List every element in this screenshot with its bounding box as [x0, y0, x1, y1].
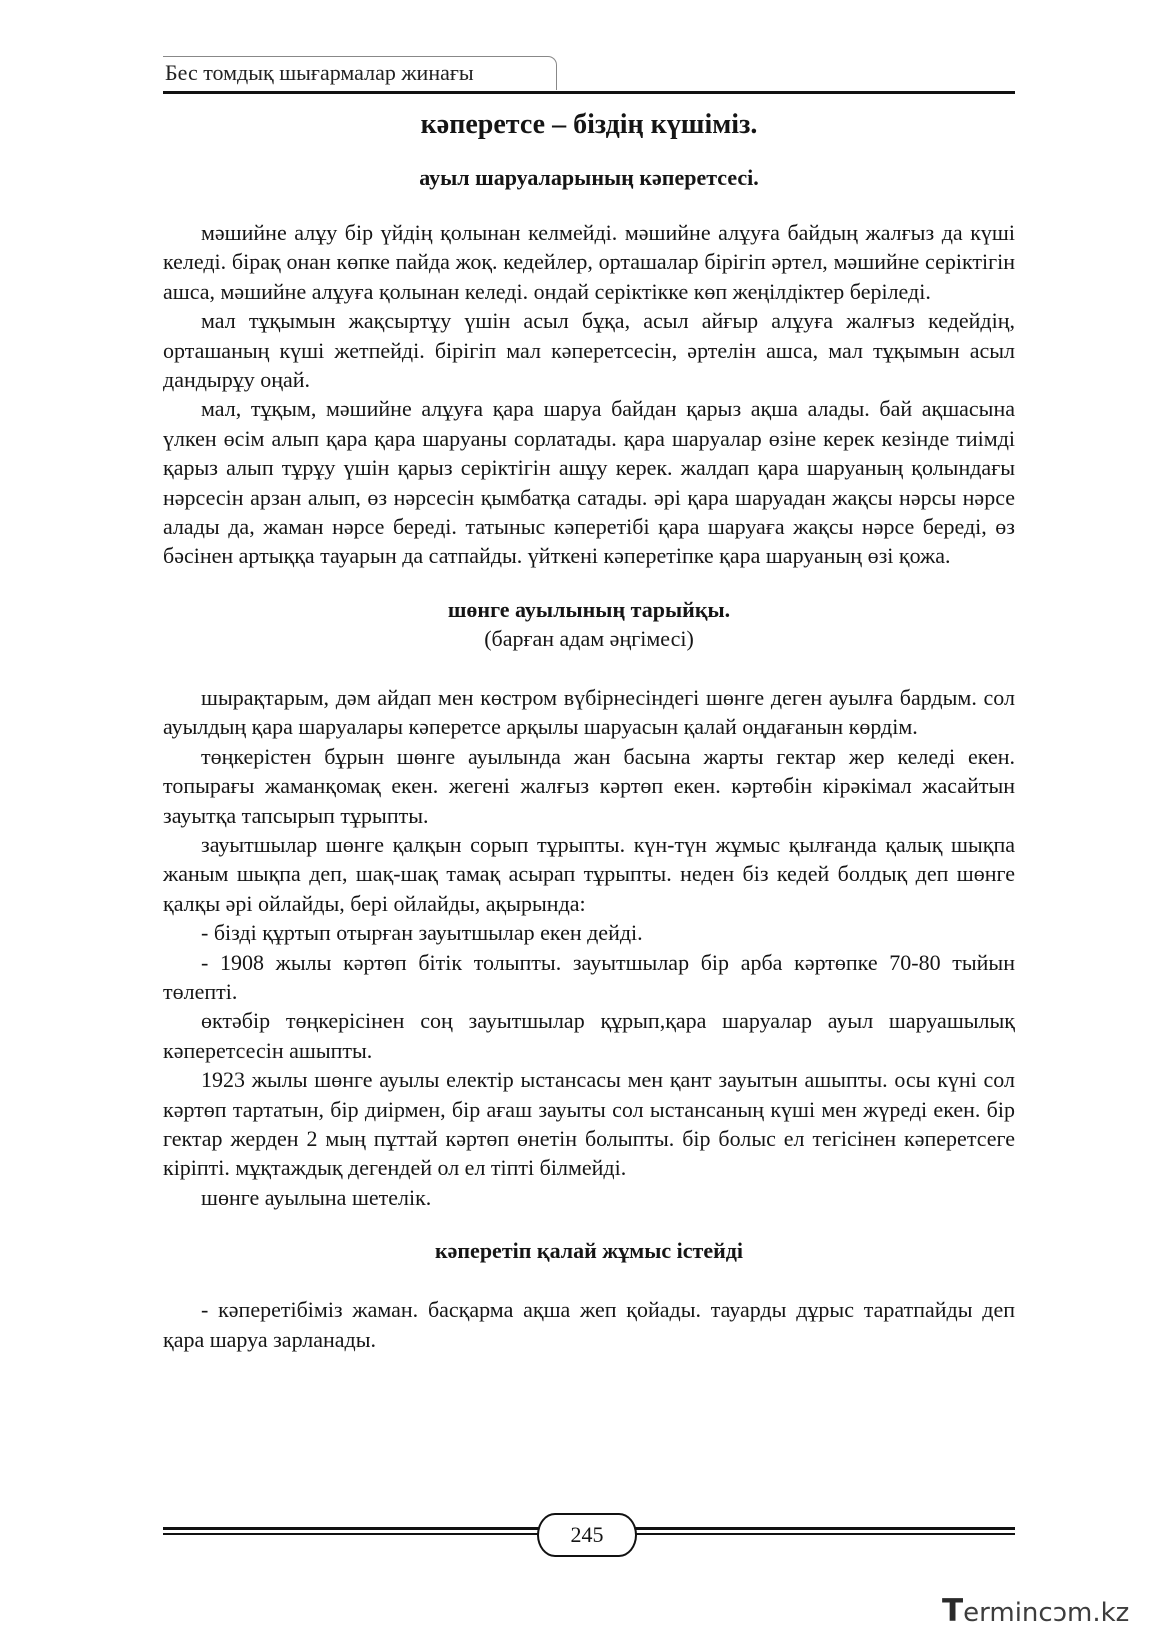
paragraph: мал, тұқым, мәшийне алұуға қара шаруа байдан қарыз ақша алады. бай ақшасына үлкен өсім алып қара қара шаруаны сорлатады. қара шаруалар өзіне керек кезінде тиімді қарыз алып тұрұу үшін қарыз серіктігін ашұу керек. жалдап қара шаруаның қолындағы нәрсесін арзан алып, өз нәрсесін қымбатқа сатады. әрі қара шаруадан жақсы нәрсы нәрсе алады да, жаман нәрсе береді. татыныс кәперетібі қара шаруаға жақсы нәрсе береді, өз бәсінен артыққа тауарын да сатпайды. үйткені кәперетіпке қара шаруаның өзі қожа. [163, 396, 1015, 569]
paragraph: 1923 жылы шөнге ауылы електір ыстансасы мен қант зауытын ашыпты. осы күні сол кәртөп тартатын, бір диірмен, бір ағаш зауыты сол ыстансаның күші мен жүреді екен. бір гектар жерден 2 мың пұттай кәртөп өнетін болыпты. бір болыс ел тегісінен кәперетсеге кіріпті. мұқтаждық дегендей ол ел тіпті білмейді. [163, 1067, 1015, 1181]
header-tab-frame [163, 56, 557, 90]
paragraph: шөнге ауылына шетелік. [201, 1184, 432, 1210]
watermark-letter: T [942, 1593, 964, 1629]
page-number-text: 245 [570, 1522, 604, 1547]
section-heading-3: кәперетіп қалай жұмыс істейді [434, 1238, 744, 1264]
paragraph: өктәбір төңкерісінен соң зауытшылар құрып,қара шаруалар ауыл шаруашылық кәперетсесін ашыпты. [163, 1008, 1015, 1063]
page-number [537, 1513, 637, 1557]
paragraph: шырақтарым, дәм айдап мен көстром вүбірнесіндегі шөнге деген ауылға бардым. сол ауылдың қара шаруалары кәперетсе арқылы шаруасын қалай оңдағанын көрдім. [163, 684, 1015, 740]
section-2-body [163, 683, 1015, 1212]
running-header: Бес томдық шығармалар жинағы [165, 60, 474, 85]
paragraph: - 1908 жылы кәртөп бітік толыпты. зауытшылар бір арба кәртөпке 70-80 тыйын төлепті. [163, 949, 1015, 1004]
page-body [163, 103, 1015, 1354]
section-heading-1: ауыл шаруаларының кәперетсесі. [419, 165, 759, 190]
paragraph: - кәперетібіміз жаман. басқарма ақша жеп қойады. тауарды дұрыс таратпайды деп қара шаруа зарланады. [163, 1297, 1015, 1352]
section-subheading-2: (барған адам әңгімесі) [484, 625, 694, 651]
paragraph: төңкерістен бұрын шөнге ауылында жан басына жарты гектар жер келеді екен. топырағы жаманқомақ екен. жегені жалғыз кәртөп екен. кәртөбін кірәкімал жасайтын зауытқа тапсырып тұрыпты. [163, 743, 1015, 828]
watermark-text-part: m.kz [1067, 1598, 1130, 1628]
paragraph: - бізді құртып отырған зауытшылар екен дейді. [201, 920, 643, 946]
site-watermark [942, 1593, 1142, 1633]
header-rule [163, 91, 1015, 94]
watermark-text-part: ermincɔ [963, 1598, 1067, 1628]
section-1-body [163, 218, 1015, 571]
section-3-body [163, 1295, 1015, 1354]
paragraph: мал тұқымын жақсыртұу үшін асыл бұқа, асыл айғыр алұуға жалғыз кедейдің, орташаның күші жетпейді. бірігіп мал кәперетсесін, әртелін ашса, мал тұқымын асыл дандырұу оңай. [163, 308, 1015, 393]
page-title: кәперетсе – біздің күшіміз. [420, 109, 758, 140]
paragraph: зауытшылар шөнге қалқын сорып тұрыпты. күн-түн жұмыс қылғанда қалық шықпа жаным шықпа деп, шақ-шақ тамақ асырап тұрыпты. неден біз кедей болдық деп шөнге қалқы әрі ойлайды, бері ойлайды, ақырында: [163, 831, 1015, 916]
paragraph: мәшийне алұу бір үйдің қолынан келмейді. мәшийне алұуға байдың жалғыз да күші келеді. бірақ онан көпке пайда жоқ. кедейлер, орташалар бірігіп әртел, мәшийне серіктігін ашса, мәшийне алұуға қолынан келеді. ондай серіктікке көп жеңілдіктер беріледі. [163, 220, 1015, 304]
section-heading-2: шөнге ауылының тарыйқы. [447, 596, 731, 622]
